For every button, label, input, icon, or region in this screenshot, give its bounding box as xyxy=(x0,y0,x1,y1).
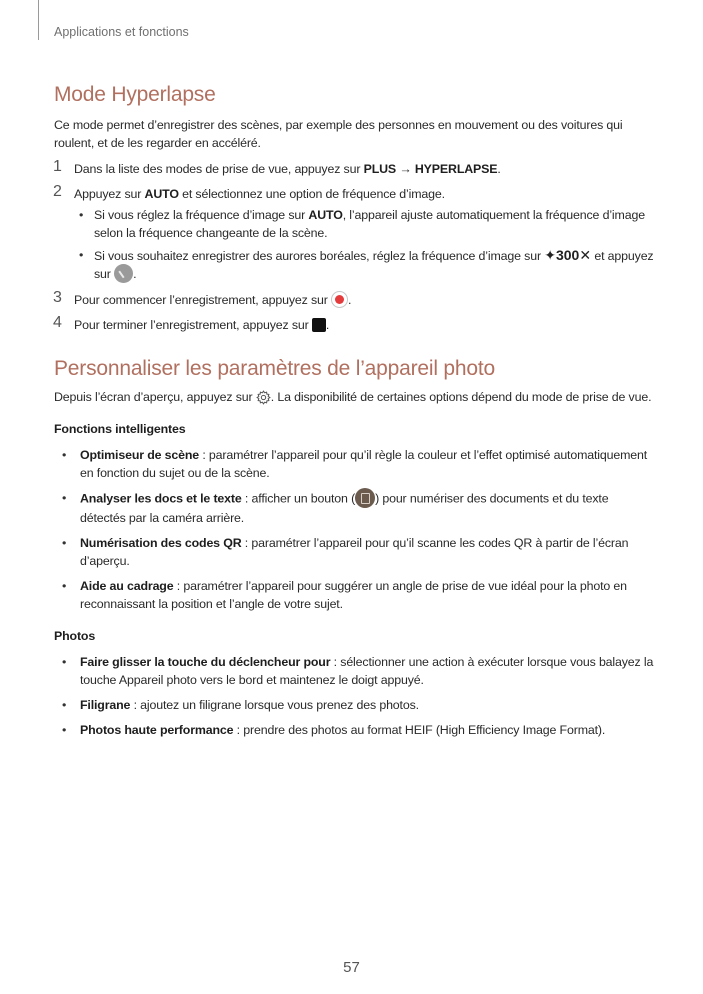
hyperlapse-intro: Ce mode permet d’enregistrer des scènes, par exemple des personnes en mouvement ou des voitures qui roulent, et de les regarder en accéléré. xyxy=(54,118,623,150)
smart-functions-heading: Fonctions intelligentes xyxy=(54,422,186,437)
option-desc: : afficher un bouton ( xyxy=(241,491,356,506)
substep-text: Si vous réglez la fréquence d’image sur xyxy=(94,208,309,222)
night-mode-icon xyxy=(114,264,133,283)
substep-text: Si vous souhaitez enregistrer des aurores boréales, réglez la fréquence d’image sur xyxy=(94,249,545,263)
option-term: Faire glisser la touche du déclencheur pour xyxy=(80,655,331,670)
list-item xyxy=(54,577,654,613)
page-content xyxy=(54,82,654,746)
substep-text-end: . xyxy=(133,267,137,281)
option-desc: : paramétrer l’appareil pour suggérer un angle de prise de vue idéal pour la photo en reconnaissant la position et l’angle de votre sujet. xyxy=(80,579,627,612)
smart-functions-list xyxy=(54,446,654,613)
option-desc: : prendre des photos au format HEIF (High Efficiency Image Format). xyxy=(233,723,606,738)
step-number: 4 xyxy=(53,314,62,332)
step-text: Dans la liste des modes de prise de vue, appuyez sur xyxy=(74,162,364,176)
auto-label: AUTO xyxy=(308,208,343,222)
step-number: 2 xyxy=(53,183,62,200)
option-term: Numérisation des codes QR xyxy=(80,536,242,551)
option-term: Optimiseur de scène xyxy=(80,448,200,463)
option-desc: : ajoutez un filigrane lorsque vous prenez des photos. xyxy=(130,698,419,713)
stop-icon xyxy=(312,318,326,332)
list-item xyxy=(54,721,654,739)
page-number: 57 xyxy=(343,959,360,976)
list-item xyxy=(54,489,654,527)
step-text-end: . xyxy=(348,293,352,308)
gear-icon xyxy=(256,390,271,405)
option-desc: : sélectionner une action à exécuter lorsque vous balayez la touche Appareil photo vers le bord et maintenez le doigt appuyé. xyxy=(80,655,654,688)
arrow: → xyxy=(396,162,415,176)
step-2-substeps xyxy=(74,206,654,284)
settings-title: Personnaliser les paramètres de l’appareil photo xyxy=(54,357,495,381)
photos-list xyxy=(54,653,654,739)
list-item xyxy=(54,446,654,482)
settings-intro xyxy=(54,388,654,406)
step-4 xyxy=(54,316,654,334)
step-text-end: et sélectionnez une option de fréquence d’image. xyxy=(178,187,445,201)
step-number: 3 xyxy=(53,289,62,307)
option-term: Filigrane xyxy=(80,698,131,713)
step-text: Appuyez sur xyxy=(74,187,145,201)
step-text-end: . xyxy=(325,318,330,333)
list-item xyxy=(54,534,654,570)
settings-intro-text-end: . La disponibilité de certaines options dépend du mode de prise de vue. xyxy=(270,390,652,405)
option-desc-end: ) pour numériser des documents et du texte détectés par la caméra arrière. xyxy=(80,491,609,526)
step-3 xyxy=(54,291,654,309)
plus-label: PLUS xyxy=(363,162,397,176)
speed-300x-badge: ✦300✕ xyxy=(544,247,592,263)
option-term: Photos haute performance xyxy=(80,723,234,738)
step-text-end: . xyxy=(497,162,501,176)
hyperlapse-label: HYPERLAPSE xyxy=(414,162,498,176)
option-term: Aide au cadrage xyxy=(80,579,174,594)
hyperlapse-title: Mode Hyperlapse xyxy=(54,83,216,106)
substep-auto xyxy=(74,206,654,242)
step-2 xyxy=(54,185,654,284)
settings-intro-text: Depuis l’écran d’aperçu, appuyez sur xyxy=(54,390,256,405)
substep-text-mid: et appuyez sur xyxy=(94,249,654,281)
hyperlapse-steps xyxy=(54,160,654,334)
step-number: 1 xyxy=(53,158,62,175)
auto-label: AUTO xyxy=(144,187,179,201)
substep-text-end: , l’appareil ajuste automatiquement la fréquence d’image selon la fréquence changeante de la scène. xyxy=(94,208,645,240)
substep-aurora xyxy=(74,246,654,284)
step-text: Pour commencer l’enregistrement, appuyez sur xyxy=(74,293,332,308)
record-icon xyxy=(331,291,348,308)
option-term: Analyser les docs et le texte xyxy=(80,491,242,506)
option-desc: : paramétrer l’appareil pour qu’il règle la couleur et l’effet optimisé automatiquement en fonction du sujet ou de la scène. xyxy=(80,448,648,481)
running-header: Applications et fonctions xyxy=(54,25,189,39)
step-1 xyxy=(54,160,654,178)
list-item xyxy=(54,696,654,714)
step-text: Pour terminer l’enregistrement, appuyez sur xyxy=(74,318,312,333)
option-desc: : paramétrer l’appareil pour qu’il scanne les codes QR à partir de l’écran d’aperçu. xyxy=(80,536,629,569)
list-item xyxy=(54,653,654,689)
photos-heading: Photos xyxy=(54,629,96,644)
document-scan-icon xyxy=(355,488,375,508)
margin-rule xyxy=(38,0,39,40)
